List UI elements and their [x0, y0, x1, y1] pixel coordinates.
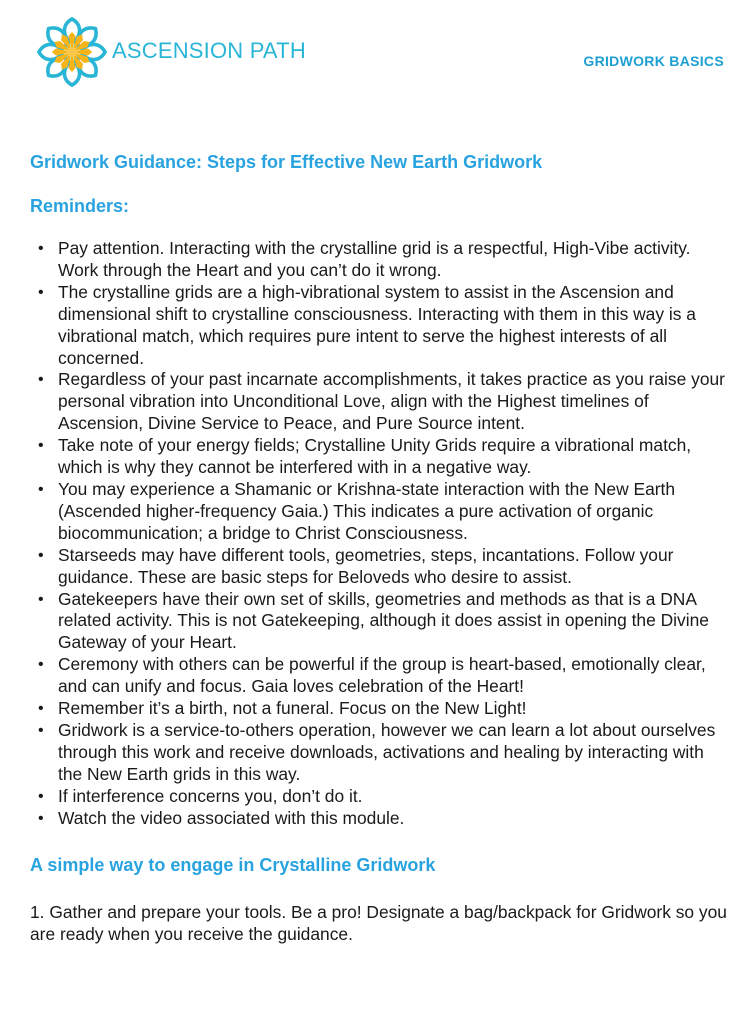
list-item: • The crystalline grids are a high-vibrational system to assist in the Ascension and dimensional shift to crystalline consciousness. Interacting with them in this way is a vibrational match, which requires pure intent to serve the highest interests of all concerned. — [58, 282, 730, 370]
section-label: GRIDWORK BASICS — [583, 53, 724, 69]
list-item: • Watch the video associated with this module. — [58, 808, 730, 830]
page-header — [0, 0, 754, 120]
list-item: • Pay attention. Interacting with the crystalline grid is a respectful, High-Vibe activity. Work through the Heart and you can’t do it wrong. — [58, 238, 730, 282]
list-item: • Remember it’s a birth, not a funeral. Focus on the New Light! — [58, 698, 730, 720]
page-title: Gridwork Guidance: Steps for Effective New Earth Gridwork — [30, 152, 543, 172]
document-body — [30, 150, 730, 945]
brand-name: ASCENSION PATH — [112, 38, 306, 63]
steps-heading: A simple way to engage in Crystalline Gridwork — [30, 855, 436, 876]
list-item: • Regardless of your past incarnate accomplishments, it takes practice as you raise your personal vibration into Unconditional Love, align with the Highest timelines of Ascension, Divine Service to Peace, and Pure Source intent. — [58, 369, 730, 435]
list-item: • If interference concerns you, don’t do it. — [58, 786, 730, 808]
list-item: • Take note of your energy fields; Crystalline Unity Grids require a vibrational match, which is why they cannot be interfered with in a negative way. — [58, 435, 730, 479]
list-item: • Gatekeepers have their own set of skills, geometries and methods as that is a DNA related activity. This is not Gatekeeping, although it does assist in opening the Divine Gateway of your Heart. — [58, 589, 730, 655]
reminders-heading: Reminders: — [30, 196, 130, 216]
list-item: • You may experience a Shamanic or Krishna-state interaction with the New Earth (Ascended higher-frequency Gaia.) This indicates a pure activation of organic biocommunication; a bridge to Christ Consciousness. — [58, 479, 730, 545]
list-item: • Ceremony with others can be powerful if the group is heart-based, emotionally clear, and can unify and focus. Gaia loves celebration of the Heart! — [58, 654, 730, 698]
step-paragraph: 1. Gather and prepare your tools. Be a pro! Designate a bag/backpack for Gridwork so you are ready when you receive the guidance. — [30, 902, 727, 945]
mandala-flower-icon — [36, 16, 108, 88]
list-item: • Starseeds may have different tools, geometries, steps, incantations. Follow your guidance. These are basic steps for Beloveds who desire to assist. — [58, 545, 730, 589]
reminders-list — [30, 238, 730, 829]
list-item: • Gridwork is a service-to-others operation, however we can learn a lot about ourselves through this work and receive downloads, activations and healing by interacting with the New Earth grids in this way. — [58, 720, 730, 786]
